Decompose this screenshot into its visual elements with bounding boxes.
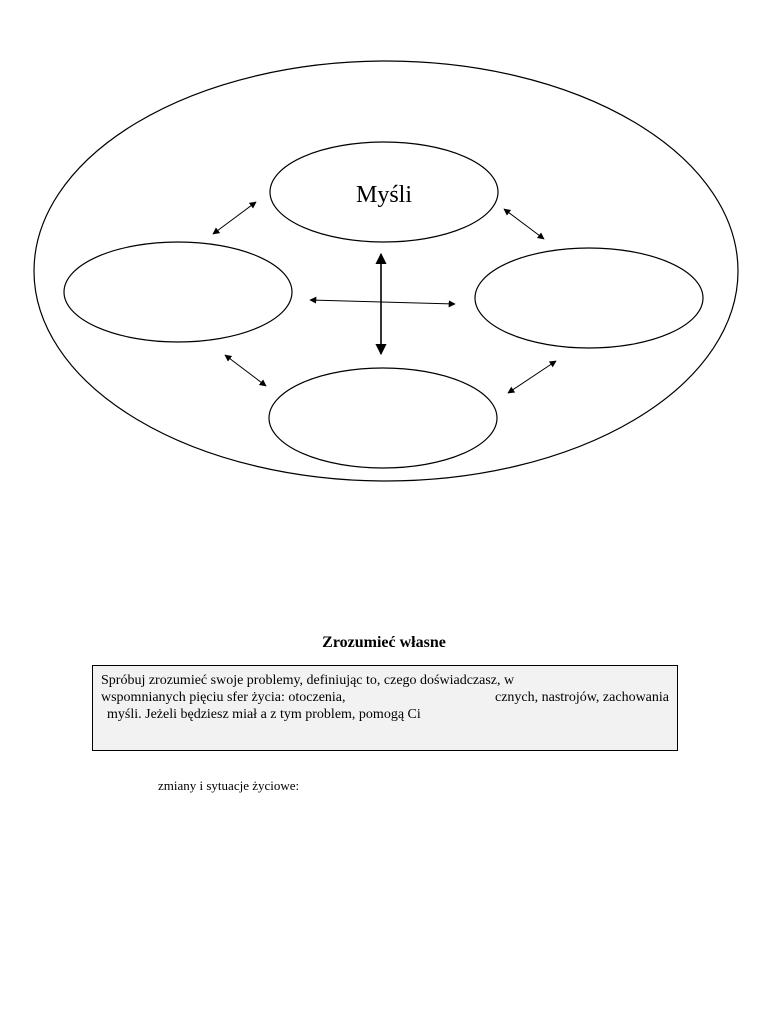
instruction-line-2 xyxy=(101,689,669,706)
arrow-horizontal xyxy=(310,300,455,304)
sub-heading: zmiany i sytuacje życiowe: xyxy=(158,778,300,793)
outer-ellipse xyxy=(34,61,738,481)
left-ellipse xyxy=(64,242,292,342)
instruction-box xyxy=(92,665,678,751)
section-title: Zrozumieć własne xyxy=(322,634,446,651)
instruction-line-2-left: wspomnianych pięciu sfer życia: otoczenia, xyxy=(101,690,346,705)
arrow-bottom-left xyxy=(225,355,266,386)
bottom-ellipse xyxy=(269,368,497,468)
instruction-line-2-right: cznych, nastrojów, zachowania xyxy=(494,690,669,705)
instruction-line-3: myśli. Jeżeli będziesz miał a z tym problem, pomogą Ci xyxy=(107,707,421,722)
arrow-top-right xyxy=(504,209,544,239)
top-ellipse-label: Myśli xyxy=(355,182,413,208)
arrow-top-left xyxy=(213,202,256,234)
arrow-bottom-right xyxy=(508,361,556,393)
right-ellipse xyxy=(475,248,703,348)
instruction-line-1: Spróbuj zrozumieć swoje problemy, definiując to, czego doświadczasz, w xyxy=(101,673,515,688)
